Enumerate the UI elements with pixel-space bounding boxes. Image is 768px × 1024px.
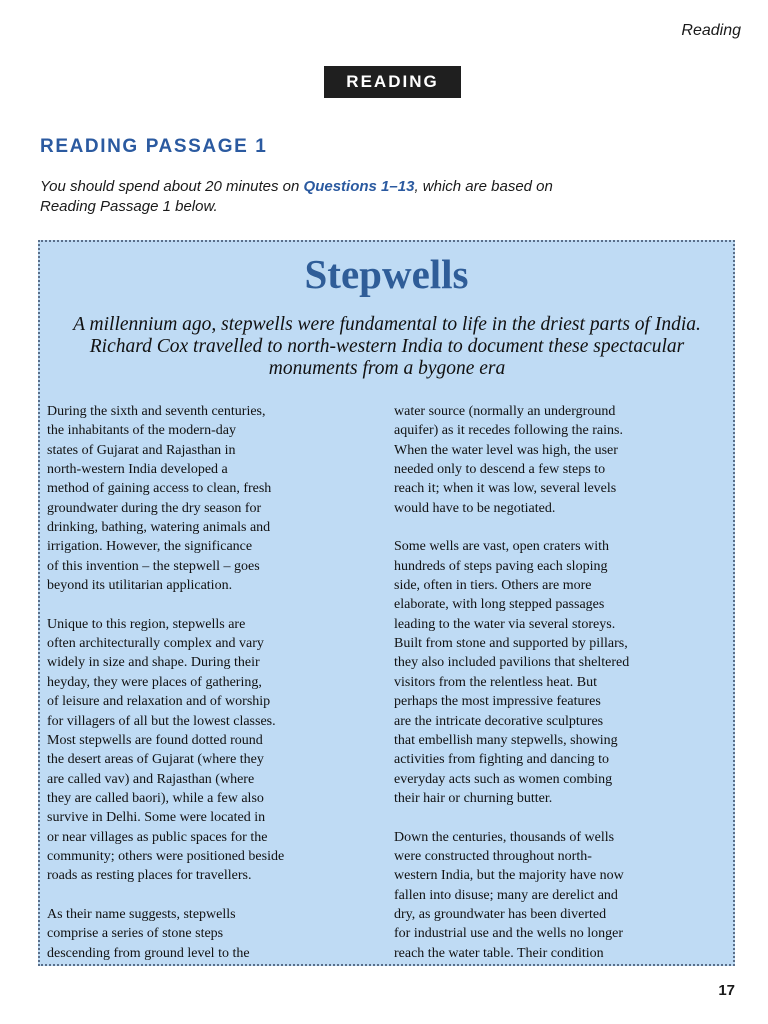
text-line: that embellish many stepwells, showing xyxy=(394,732,618,748)
text-line: dry, as groundwater has been diverted xyxy=(394,906,607,922)
text-line: leading to the water via several storeys. xyxy=(394,616,616,632)
text-line: often architecturally complex and vary xyxy=(47,636,264,652)
text-line: comprise a series of stone steps xyxy=(47,926,224,942)
text-line: survive in Delhi. Some were located in xyxy=(47,810,266,826)
text-line: water source (normally an underground xyxy=(394,404,616,419)
text-line: or near villages as public spaces for the xyxy=(47,829,268,845)
text-line: were constructed throughout north- xyxy=(394,848,592,864)
text-line: for industrial use and the wells no longer xyxy=(394,926,624,942)
text-line: activities from fighting and dancing to xyxy=(394,752,610,768)
text-line: are called vav) and Rajasthan (where xyxy=(47,771,255,787)
article-title: Stepwells xyxy=(304,251,469,297)
text-line: hundreds of steps paving each sloping xyxy=(394,558,608,574)
text-line: roads as resting places for travellers. xyxy=(47,868,252,884)
reading-badge xyxy=(324,66,461,98)
text-line: aquifer) as it recedes following the rains. xyxy=(394,423,623,439)
instructions-text: You should spend about 20 minutes on xyxy=(40,178,304,195)
text-line: their hair or churning butter. xyxy=(394,790,553,806)
text-line: north-western India developed a xyxy=(47,462,228,478)
text-line: During the sixth and seventh centuries, xyxy=(47,404,266,419)
text-line: fallen into disuse; many are derelict and xyxy=(394,887,618,903)
instructions-text-line2: Reading Passage 1 below. xyxy=(40,198,218,215)
section-label: Reading xyxy=(681,22,741,39)
text-line: needed only to descend a few steps to xyxy=(394,462,606,478)
text-line: reach the water table. Their condition xyxy=(394,945,604,961)
text-line: of leisure and relaxation and of worship xyxy=(47,694,271,710)
paragraph xyxy=(394,828,729,963)
text-line: method of gaining access to clean, fresh xyxy=(47,481,272,497)
text-line: for villagers of all but the lowest classes. xyxy=(47,713,276,729)
text-line: of this invention – the stepwell – goes xyxy=(47,558,260,574)
text-line: As their name suggests, stepwells xyxy=(47,906,236,922)
text-line: groundwater during the dry season for xyxy=(47,500,262,516)
standfirst xyxy=(54,314,720,380)
questions-reference: Questions 1–13 xyxy=(303,178,415,195)
text-line: irrigation. However, the significance xyxy=(47,539,253,555)
standfirst-line: A millennium ago, stepwells were fundamental to life in the driest xyxy=(73,314,585,335)
text-line: community; others were positioned beside xyxy=(47,848,285,864)
instructions xyxy=(40,177,700,217)
passage-box xyxy=(38,240,735,966)
standfirst-line: document these spectacular monuments from a bygone era xyxy=(268,336,685,379)
right-column xyxy=(394,402,729,963)
text-line: Unique to this region, stepwells are xyxy=(47,616,246,632)
text-line: descending from ground level to the xyxy=(47,945,250,961)
text-line: widely in size and shape. During their xyxy=(47,655,260,671)
text-line: visitors from the relentless heat. But xyxy=(394,674,597,690)
text-line: western India, but the majority have now xyxy=(394,868,624,884)
paragraph xyxy=(47,615,377,886)
text-line: beyond its utilitarian application. xyxy=(47,578,233,594)
text-line: side, often in tiers. Others are more xyxy=(394,578,592,594)
text-line: they also included pavilions that sheltered xyxy=(394,655,630,671)
text-line: states of Gujarat and Rajasthan in xyxy=(47,442,236,458)
text-line: Some wells are vast, open craters with xyxy=(394,539,609,555)
text-line: everyday acts such as women combing xyxy=(394,771,613,787)
paragraph xyxy=(394,537,729,808)
text-line: Built from stone and supported by pillars, xyxy=(394,636,628,652)
instructions-text-continued: , which are based on xyxy=(414,178,553,195)
page-number: 17 xyxy=(718,982,735,999)
text-line: reach it; when it was low, several levels xyxy=(394,481,617,497)
text-line: Down the centuries, thousands of wells xyxy=(394,829,615,845)
text-line: would have to be negotiated. xyxy=(394,500,556,516)
paragraph xyxy=(394,402,729,518)
paragraph xyxy=(47,905,377,963)
text-line: drinking, bathing, watering animals and xyxy=(47,520,271,536)
text-line: perhaps the most impressive features xyxy=(394,694,601,710)
text-line: elaborate, with long stepped passages xyxy=(394,597,605,613)
text-line: Most stepwells are found dotted round xyxy=(47,732,263,748)
text-line: they are called baori), while a few also xyxy=(47,790,264,806)
text-line: heyday, they were places of gathering, xyxy=(47,674,262,690)
passage-title: READING PASSAGE 1 xyxy=(40,136,268,157)
left-column xyxy=(47,402,377,963)
text-line: When the water level was high, the user xyxy=(394,442,618,458)
standfirst-line: parts of India. Richard Cox travelled to north-western India to xyxy=(89,314,701,357)
reading-badge-label: READING xyxy=(346,72,439,91)
paragraph xyxy=(47,402,377,595)
text-line: are the intricate decorative sculptures xyxy=(394,713,604,729)
text-line: the desert areas of Gujarat (where they xyxy=(47,752,264,768)
text-line: the inhabitants of the modern-day xyxy=(47,423,236,439)
